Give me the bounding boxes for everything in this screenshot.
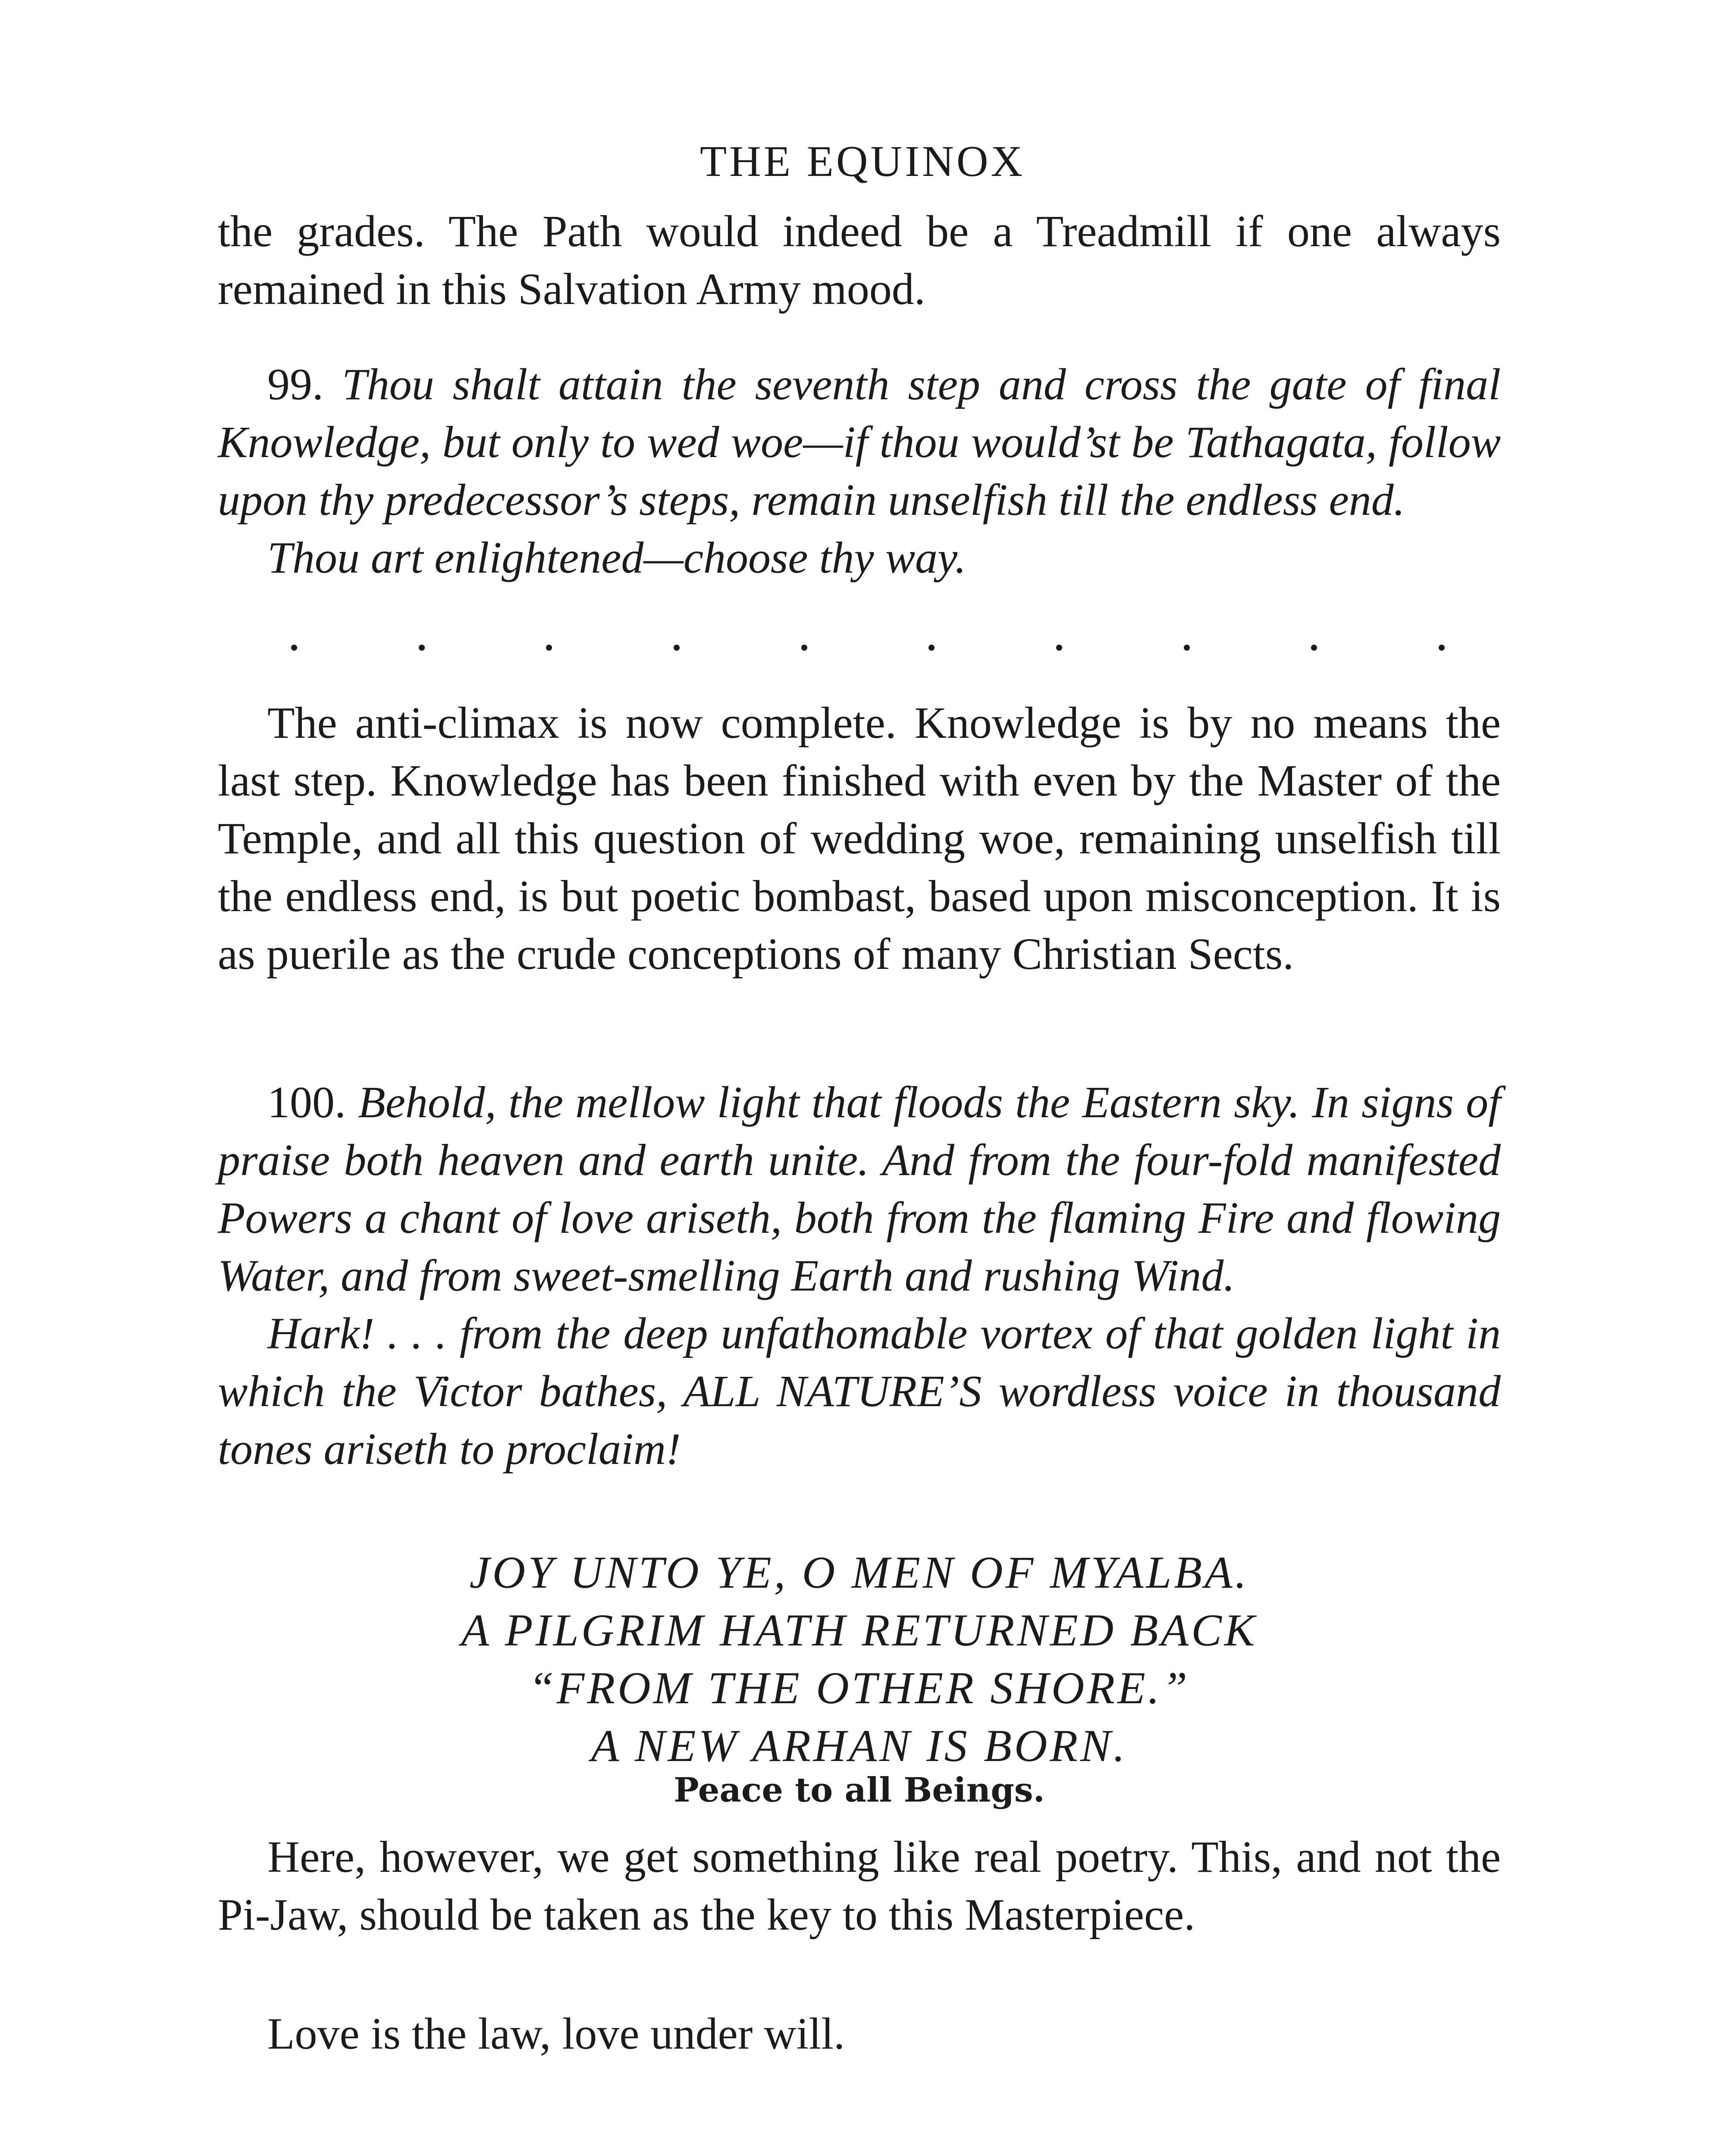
ellipsis-dot (291, 645, 297, 651)
verse-99 (218, 356, 1501, 587)
proclamation-line: A NEW ARHAN IS BORN. (591, 1720, 1128, 1771)
commentary-99: The anti-climax is now complete. Knowledge is by no means the last step. Knowledge has been finished with even by the Master of the Temple, and all this question of wedding woe, remaining unselfish till the endless end, is but poetic bombast, based upon misconception. It is as puerile as the crude conceptions of many Christian Sects. (218, 698, 1501, 979)
closing-line: Love is the law, love under will. (267, 2009, 845, 2059)
blessing: Peace to all Beings. (674, 1771, 1045, 1810)
ellipsis-dot (801, 645, 807, 651)
verse-100 (218, 1074, 1501, 1478)
ellipsis-dot-row (218, 645, 1501, 662)
ellipsis-dot (674, 645, 680, 651)
running-title: THE EQUINOX (699, 137, 1026, 186)
verse-100-second-line: Hark! . . . from the deep unfathomable vortex of that golden light in which the Victor bathes, ALL NATURE’S wordless voice in thousand tones ariseth to proclaim! (218, 1309, 1501, 1474)
ellipsis-dot (419, 645, 425, 651)
proclamation-line: A PILGRIM HATH RETURNED BACK (461, 1605, 1258, 1655)
verse-99-paragraph (218, 356, 1501, 529)
verse-text: Behold, the mellow light that floods the Eastern sky. In signs of praise both heaven and earth unite. And from the four-fold manifested Powers a chant of love ariseth, both from the flaming Fire and flowing Water, and from sweet-smelling Earth and rushing Wind. (218, 1078, 1501, 1300)
proclamation (218, 1544, 1501, 1775)
ellipsis-dot (1439, 645, 1445, 651)
verse-number: 99. (267, 360, 323, 409)
ellipsis-dot (1311, 645, 1317, 651)
commentary-100: Here, however, we get something like real poetry. This, and not the Pi-Jaw, should be taken as the key to this Masterpiece. (218, 1832, 1501, 1940)
verse-text: Thou shalt attain the seventh step and cross the gate of final Knowledge, but only to wed woe—if thou would’st be Tathagata, follow upon thy predecessor’s steps, remain unselfish till the endless end. (218, 360, 1501, 525)
ellipsis-dot (546, 645, 552, 651)
ellipsis-dot (1184, 645, 1190, 651)
verse-number: 100. (267, 1078, 346, 1127)
verse-99-second-line: Thou art enlightened—choose thy way. (267, 533, 966, 583)
continued-paragraph: the grades. The Path would indeed be a Treadmill if one always remained in this Salvation Army mood. (218, 207, 1501, 314)
ellipsis-dot (1056, 645, 1062, 651)
ellipsis-dot (928, 645, 935, 651)
verse-100-paragraph (218, 1074, 1501, 1305)
proclamation-line: JOY UNTO YE, O MEN OF MYALBA. (469, 1547, 1249, 1598)
proclamation-line: “FROM THE OTHER SHORE.” (528, 1663, 1190, 1713)
